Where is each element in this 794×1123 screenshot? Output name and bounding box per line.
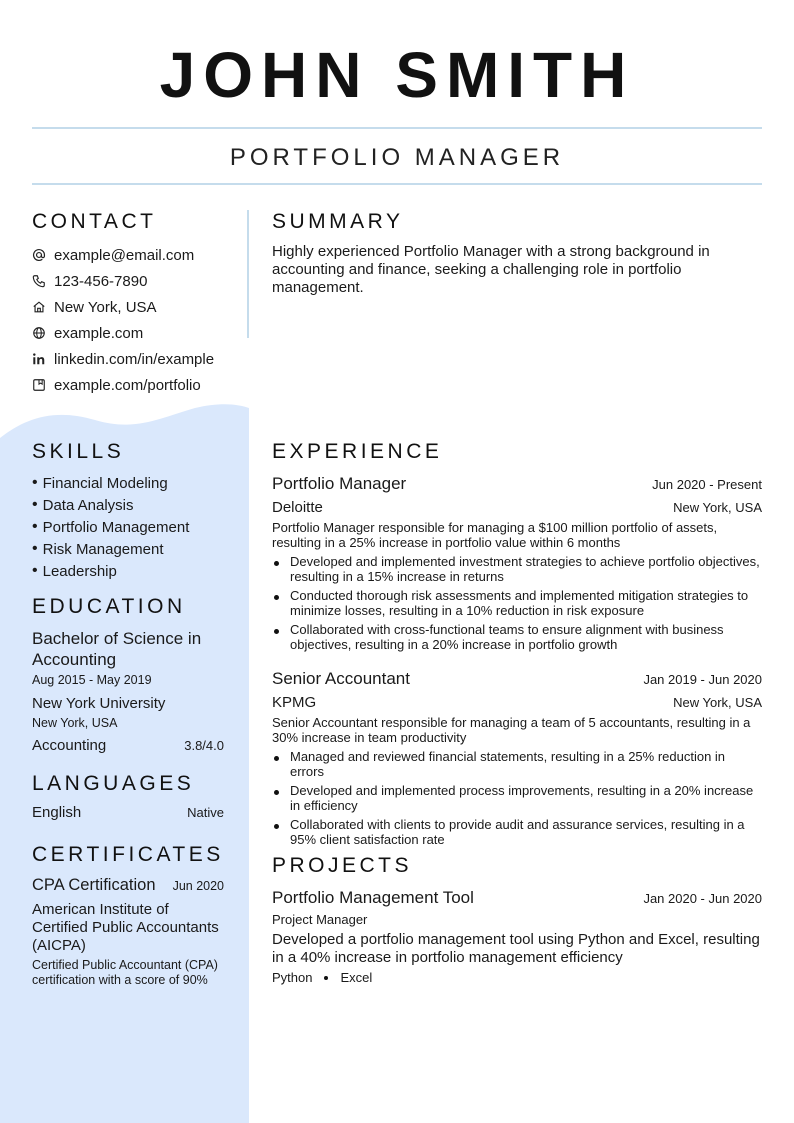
certificate-date: Jun 2020 <box>172 879 224 893</box>
job-bullets <box>272 554 762 652</box>
at-sign-icon <box>32 248 46 262</box>
contact-portfolio[interactable] <box>32 372 242 398</box>
job-location: New York, USA <box>673 695 762 710</box>
contact-linkedin[interactable] <box>32 346 242 372</box>
skills-heading: SKILLS <box>32 440 125 463</box>
column-divider <box>247 210 249 338</box>
job-role: Portfolio Manager <box>272 474 407 493</box>
experience-heading: EXPERIENCE <box>272 440 443 463</box>
skill-item: • Portfolio Management <box>32 516 224 538</box>
contact-website[interactable] <box>32 320 242 346</box>
skills-list <box>32 472 224 582</box>
project-name: Portfolio Management Tool <box>272 888 474 907</box>
contact-phone-text: 123-456-7890 <box>54 272 148 290</box>
contact-location-text: New York, USA <box>54 298 157 316</box>
language-item <box>32 804 224 821</box>
project-dates: Jan 2020 - Jun 2020 <box>643 891 762 906</box>
contact-portfolio-text: example.com/portfolio <box>54 376 201 394</box>
summary-heading: SUMMARY <box>272 210 404 233</box>
certificate-name: CPA Certification <box>32 876 156 894</box>
experience-entry <box>272 474 762 656</box>
contact-website-text: example.com <box>54 324 144 342</box>
job-intro: Senior Accountant responsible for managing a team of 5 accountants, resulting in a 30% increase in team productivity <box>272 715 751 745</box>
certificate-desc: Certified Public Accountant (CPA) certification with a score of 90% <box>32 958 218 987</box>
language-level: Native <box>187 805 224 820</box>
job-dates: Jun 2020 - Present <box>652 477 762 492</box>
header-rule-bottom <box>32 183 762 185</box>
skill-item: • Leadership <box>32 560 224 582</box>
projects-heading: PROJECTS <box>272 854 413 877</box>
skill-item: • Risk Management <box>32 538 224 560</box>
education-school: New York University <box>32 695 166 712</box>
certificate-org: American Institute of Certified Public Accountants (AICPA) <box>32 901 219 954</box>
phone-icon <box>32 274 46 288</box>
contact-email-text: example@email.com <box>54 246 195 264</box>
experience-entry <box>272 669 762 851</box>
job-title: PORTFOLIO MANAGER <box>229 144 565 171</box>
job-company: Deloitte <box>272 499 323 516</box>
project-tools <box>272 970 762 985</box>
contact-location <box>32 294 242 320</box>
project-desc: Developed a portfolio management tool using Python and Excel, resulting in a 40% increase in portfolio management efficiency <box>272 931 760 966</box>
contact-email[interactable] <box>32 242 242 268</box>
job-bullets <box>272 749 762 847</box>
education-gpa: 3.8/4.0 <box>184 738 224 753</box>
job-bullet: Developed and implemented investment strategies to achieve portfolio objectives, resulting in a 15% increase in returns <box>272 554 762 584</box>
job-bullet: Managed and reviewed financial statements, resulting in a 25% reduction in errors <box>272 749 762 779</box>
portfolio-icon <box>32 378 46 392</box>
project-tool: Excel <box>340 970 373 985</box>
job-bullet: Developed and implemented process improvements, resulting in a 20% increase in efficiency <box>272 783 762 813</box>
certificates-heading: CERTIFICATES <box>32 843 224 866</box>
education-dates: Aug 2015 - May 2019 <box>32 673 152 687</box>
home-icon <box>32 300 46 314</box>
certificate-entry <box>32 876 224 988</box>
job-dates: Jan 2019 - Jun 2020 <box>643 672 762 687</box>
skill-item: • Data Analysis <box>32 494 224 516</box>
education-field-row <box>32 737 224 754</box>
header-rule-top <box>32 127 762 129</box>
project-role: Project Manager <box>272 912 368 927</box>
summary-text: Highly experienced Portfolio Manager with a strong background in accounting and finance, seeking a challenging role in portfolio management. <box>272 243 710 296</box>
education-field: Accounting <box>32 737 107 754</box>
contact-phone[interactable] <box>32 268 242 294</box>
education-location: New York, USA <box>32 716 118 730</box>
job-role: Senior Accountant <box>272 669 410 688</box>
job-bullet: Collaborated with cross-functional teams to ensure alignment with business objectives, resulting in a 20% increase in portfolio growth <box>272 622 762 652</box>
job-location: New York, USA <box>673 500 762 515</box>
skill-item: • Financial Modeling <box>32 472 224 494</box>
candidate-name: JOHN SMITH <box>159 39 635 111</box>
tool-separator <box>324 976 328 980</box>
job-bullet: Collaborated with clients to provide audit and assurance services, resulting in a 95% client satisfaction rate <box>272 817 762 847</box>
education-heading: EDUCATION <box>32 595 186 618</box>
project-tool: Python <box>272 970 313 985</box>
contact-heading: CONTACT <box>32 210 157 233</box>
contact-linkedin-text: linkedin.com/in/example <box>54 350 215 368</box>
globe-icon <box>32 326 46 340</box>
job-bullet: Conducted thorough risk assessments and implemented mitigation strategies to minimize losses, resulting in a 10% reduction in risk exposure <box>272 588 762 618</box>
education-degree: Bachelor of Science in Accounting <box>32 629 202 669</box>
education-entry <box>32 628 224 754</box>
contact-list <box>32 242 242 398</box>
linkedin-icon <box>32 352 46 366</box>
job-intro: Portfolio Manager responsible for managing a $100 million portfolio of assets, resulting in a 25% increase in portfolio value within 6 months <box>272 520 718 550</box>
project-entry <box>272 888 762 985</box>
languages-heading: LANGUAGES <box>32 772 195 795</box>
language-name: English <box>32 804 82 821</box>
job-company: KPMG <box>272 694 317 711</box>
